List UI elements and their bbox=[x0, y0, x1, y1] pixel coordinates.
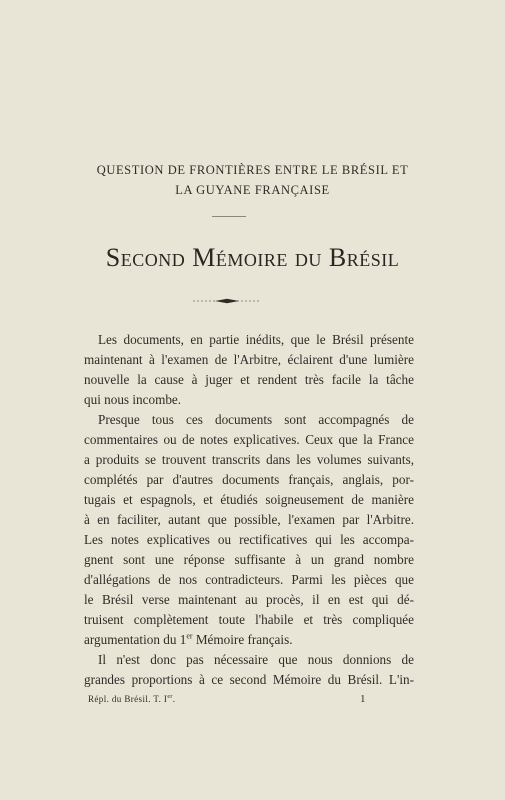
body-line: truisent complètement toute l'habile et très compliquée bbox=[84, 612, 414, 627]
ornament-divider bbox=[193, 298, 261, 304]
body-line: Les documents, en partie inédits, que le Brésil présente bbox=[98, 332, 414, 347]
body-line: maintenant à l'examen de l'Arbitre, éclairent d'une lumière bbox=[84, 352, 414, 367]
running-footer bbox=[88, 694, 175, 704]
running-footer-superscript: er bbox=[167, 694, 173, 700]
body-line: le Brésil verse maintenant au procès, il en est qui dé- bbox=[84, 592, 414, 607]
question-heading-line-2: LA GUYANE FRANÇAISE bbox=[175, 183, 330, 197]
page-footer bbox=[0, 694, 505, 710]
body-line: à en faciliter, autant que possible, l'examen par l'Arbitre. bbox=[84, 512, 414, 527]
body-line: a produits se trouvent transcrits dans les volumes suivants, bbox=[84, 452, 414, 467]
running-footer-end: . bbox=[172, 694, 176, 704]
page-number: 1 bbox=[360, 693, 366, 705]
body-line: qui nous incombe. bbox=[84, 392, 182, 407]
body-line: commentaires ou de notes explicatives. Ceux que la France bbox=[84, 432, 414, 447]
body-line: d'allégations de nos contradicteurs. Parmi les pièces que bbox=[84, 572, 414, 587]
body-line: grandes proportions à ce second Mémoire du Brésil. L'in- bbox=[84, 672, 414, 687]
ordinal-superscript: er bbox=[186, 631, 193, 641]
running-footer-text: Répl. du Brésil. T. I bbox=[88, 694, 168, 704]
body-text bbox=[84, 330, 414, 690]
question-heading bbox=[0, 160, 505, 200]
body-line: Presque tous ces documents sont accompagnés de bbox=[98, 412, 414, 427]
body-line: complétés par d'autres documents français, anglais, por- bbox=[84, 472, 414, 487]
body-line: Les notes explicatives ou rectificatives qui les accompa- bbox=[84, 532, 414, 547]
body-line: gnent sont une réponse suffisante à un grand nombre bbox=[84, 552, 414, 567]
question-heading-line-1: QUESTION DE FRONTIÈRES ENTRE LE BRÉSIL ET bbox=[96, 163, 409, 177]
body-line-ordinal bbox=[84, 630, 414, 650]
memoir-title: Second Mémoire du Brésil bbox=[105, 243, 400, 272]
body-line-text: argumentation du 1 bbox=[84, 632, 187, 647]
short-rule-divider bbox=[212, 216, 246, 217]
body-line: tugais et espagnols, et étudiés soigneusement de manière bbox=[84, 492, 414, 507]
body-line: Il n'est donc pas nécessaire que nous donnions de bbox=[98, 652, 414, 667]
body-line: nouvelle la cause à juger et rendent très facile la tâche bbox=[84, 372, 414, 387]
body-line-text: Mémoire français. bbox=[192, 632, 293, 647]
